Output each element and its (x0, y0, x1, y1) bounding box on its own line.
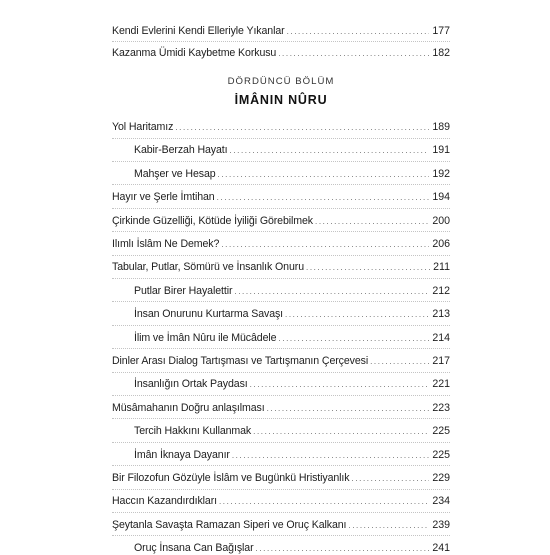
section-label: DÖRDÜNCÜ BÖLÜM (227, 76, 335, 87)
dot-leader (348, 519, 429, 532)
row-separator (112, 489, 450, 490)
dot-leader (267, 402, 430, 415)
toc-entry-page: 217 (432, 355, 450, 367)
row-separator (112, 395, 450, 396)
toc-entry-title: Kazanma Ümidi Kaybetme Korkusu (112, 47, 277, 59)
toc-entry-title: Dinler Arası Dialog Tartışması ve Tartışmanın Çerçevesi (112, 355, 369, 367)
toc-subentry (134, 282, 450, 298)
dot-leader (221, 238, 429, 251)
toc-entry (112, 44, 450, 60)
toc-entry-title: Bir Filozofun Gözüyle İslâm ve Bugünkü Hristiyanlık (112, 472, 350, 484)
dot-leader (230, 144, 430, 157)
dot-leader (287, 25, 430, 38)
toc-entry-page: 223 (432, 401, 450, 414)
dot-leader (256, 542, 430, 555)
toc-subentry (134, 141, 450, 157)
toc-entry-page: 225 (432, 448, 450, 461)
dot-leader (175, 121, 429, 134)
toc-entry-title: İnsanlığın Ortak Paydası (134, 378, 248, 391)
dot-leader (218, 168, 430, 181)
toc-entry-title: İlim ve İmân Nûru ile Mücâdele (134, 331, 277, 344)
toc-entry-title: İnsan Onurunu Kurtarma Savaşı (134, 308, 284, 321)
toc-subentry (134, 539, 450, 555)
toc-subentry (134, 375, 450, 391)
row-separator (112, 465, 450, 466)
toc-entry-title: Ilımlı İslâm Ne Demek? (112, 238, 220, 250)
toc-entry-title: Kabir-Berzah Hayatı (134, 144, 228, 157)
toc-entry-page: 234 (432, 495, 450, 508)
toc-entry-title: İmân İknaya Dayanır (134, 448, 230, 461)
toc-entry-title: Kendi Evlerini Kendi Elleriyle Yıkanlar (112, 25, 285, 37)
row-separator (112, 161, 450, 162)
dot-leader (315, 215, 429, 228)
toc-entry-title: Putlar Birer Hayalettir (134, 284, 233, 297)
dot-leader (285, 308, 429, 321)
toc-entry-page: 194 (432, 191, 450, 204)
toc-entry-title: Oruç İnsana Can Bağışlar (134, 542, 254, 555)
toc-entry-title: Şeytanla Savaşta Ramazan Siperi ve Oruç Kalkanı (112, 518, 347, 531)
toc-entry-page: 225 (432, 425, 450, 438)
row-separator (112, 41, 450, 42)
dot-leader (234, 285, 429, 298)
toc-subentry (134, 422, 450, 438)
toc-entry-title: Haccın Kazandırdıkları (112, 495, 217, 508)
row-separator (112, 184, 450, 185)
toc-entry-page: 214 (432, 331, 450, 344)
toc-entry-page: 213 (432, 308, 450, 321)
toc-entry-page: 221 (432, 378, 450, 391)
toc-entry-page: 239 (432, 518, 450, 531)
dot-leader (306, 261, 430, 274)
row-separator (112, 325, 450, 326)
toc-subentry (134, 446, 450, 462)
toc-entry (112, 492, 450, 508)
dot-leader (351, 472, 429, 485)
toc-entry (112, 22, 450, 38)
row-separator (112, 442, 450, 443)
toc-entry-title: Çirkinde Güzelliği, Kötüde İyiliği Görebilmek (112, 214, 313, 227)
toc-entry-title: Mahşer ve Hesap (134, 167, 216, 180)
toc-entry-page: 241 (432, 542, 450, 555)
toc-entry-page: 182 (432, 47, 450, 59)
toc-entry (112, 469, 450, 485)
toc-entry (112, 212, 450, 228)
toc-entry-page: 206 (432, 238, 450, 250)
toc-entry (112, 516, 450, 532)
toc-subentry (134, 165, 450, 181)
dot-leader (370, 355, 429, 368)
toc-entry-page: 200 (432, 214, 450, 227)
row-separator (112, 208, 450, 209)
row-separator (112, 348, 450, 349)
toc-entry-title: Yol Haritamız (112, 121, 174, 133)
toc-entry-page: 192 (432, 167, 450, 180)
row-separator (112, 278, 450, 279)
toc-entry (112, 188, 450, 204)
dot-leader (232, 449, 429, 462)
row-separator (112, 231, 450, 232)
row-separator (112, 535, 450, 536)
toc-entry-title: Müsâmahanın Doğru anlaşılması (112, 401, 265, 414)
toc-entry (112, 352, 450, 368)
row-separator (112, 372, 450, 373)
toc-entry-title: Hayır ve Şerle İmtihan (112, 191, 215, 204)
toc-entry-title: Tercih Hakkını Kullanmak (134, 425, 252, 438)
toc-entry (112, 258, 450, 274)
toc-entry (112, 399, 450, 415)
dot-leader (253, 425, 429, 438)
toc-entry-page: 212 (432, 284, 450, 297)
section-title: İMÂNIN NÛRU (234, 93, 328, 107)
toc-entry-page: 211 (433, 261, 450, 274)
row-separator (112, 512, 450, 513)
table-of-contents (112, 0, 450, 555)
row-separator (112, 138, 450, 139)
row-separator (112, 255, 450, 256)
dot-leader (250, 378, 430, 391)
toc-entry (112, 235, 450, 251)
dot-leader (217, 191, 430, 204)
toc-entry-title: Tabular, Putlar, Sömürü ve İnsanlık Onuru (112, 261, 304, 274)
row-separator (112, 418, 450, 419)
toc-subentry (134, 305, 450, 321)
dot-leader (278, 47, 429, 60)
toc-entry-page: 191 (432, 144, 450, 157)
dot-leader (219, 495, 429, 508)
toc-subentry (134, 329, 450, 345)
toc-entry-page: 229 (432, 472, 450, 484)
toc-entry-page: 177 (432, 25, 450, 37)
toc-entry (112, 118, 450, 134)
row-separator (112, 301, 450, 302)
dot-leader (278, 332, 429, 345)
toc-entry-page: 189 (432, 121, 450, 133)
